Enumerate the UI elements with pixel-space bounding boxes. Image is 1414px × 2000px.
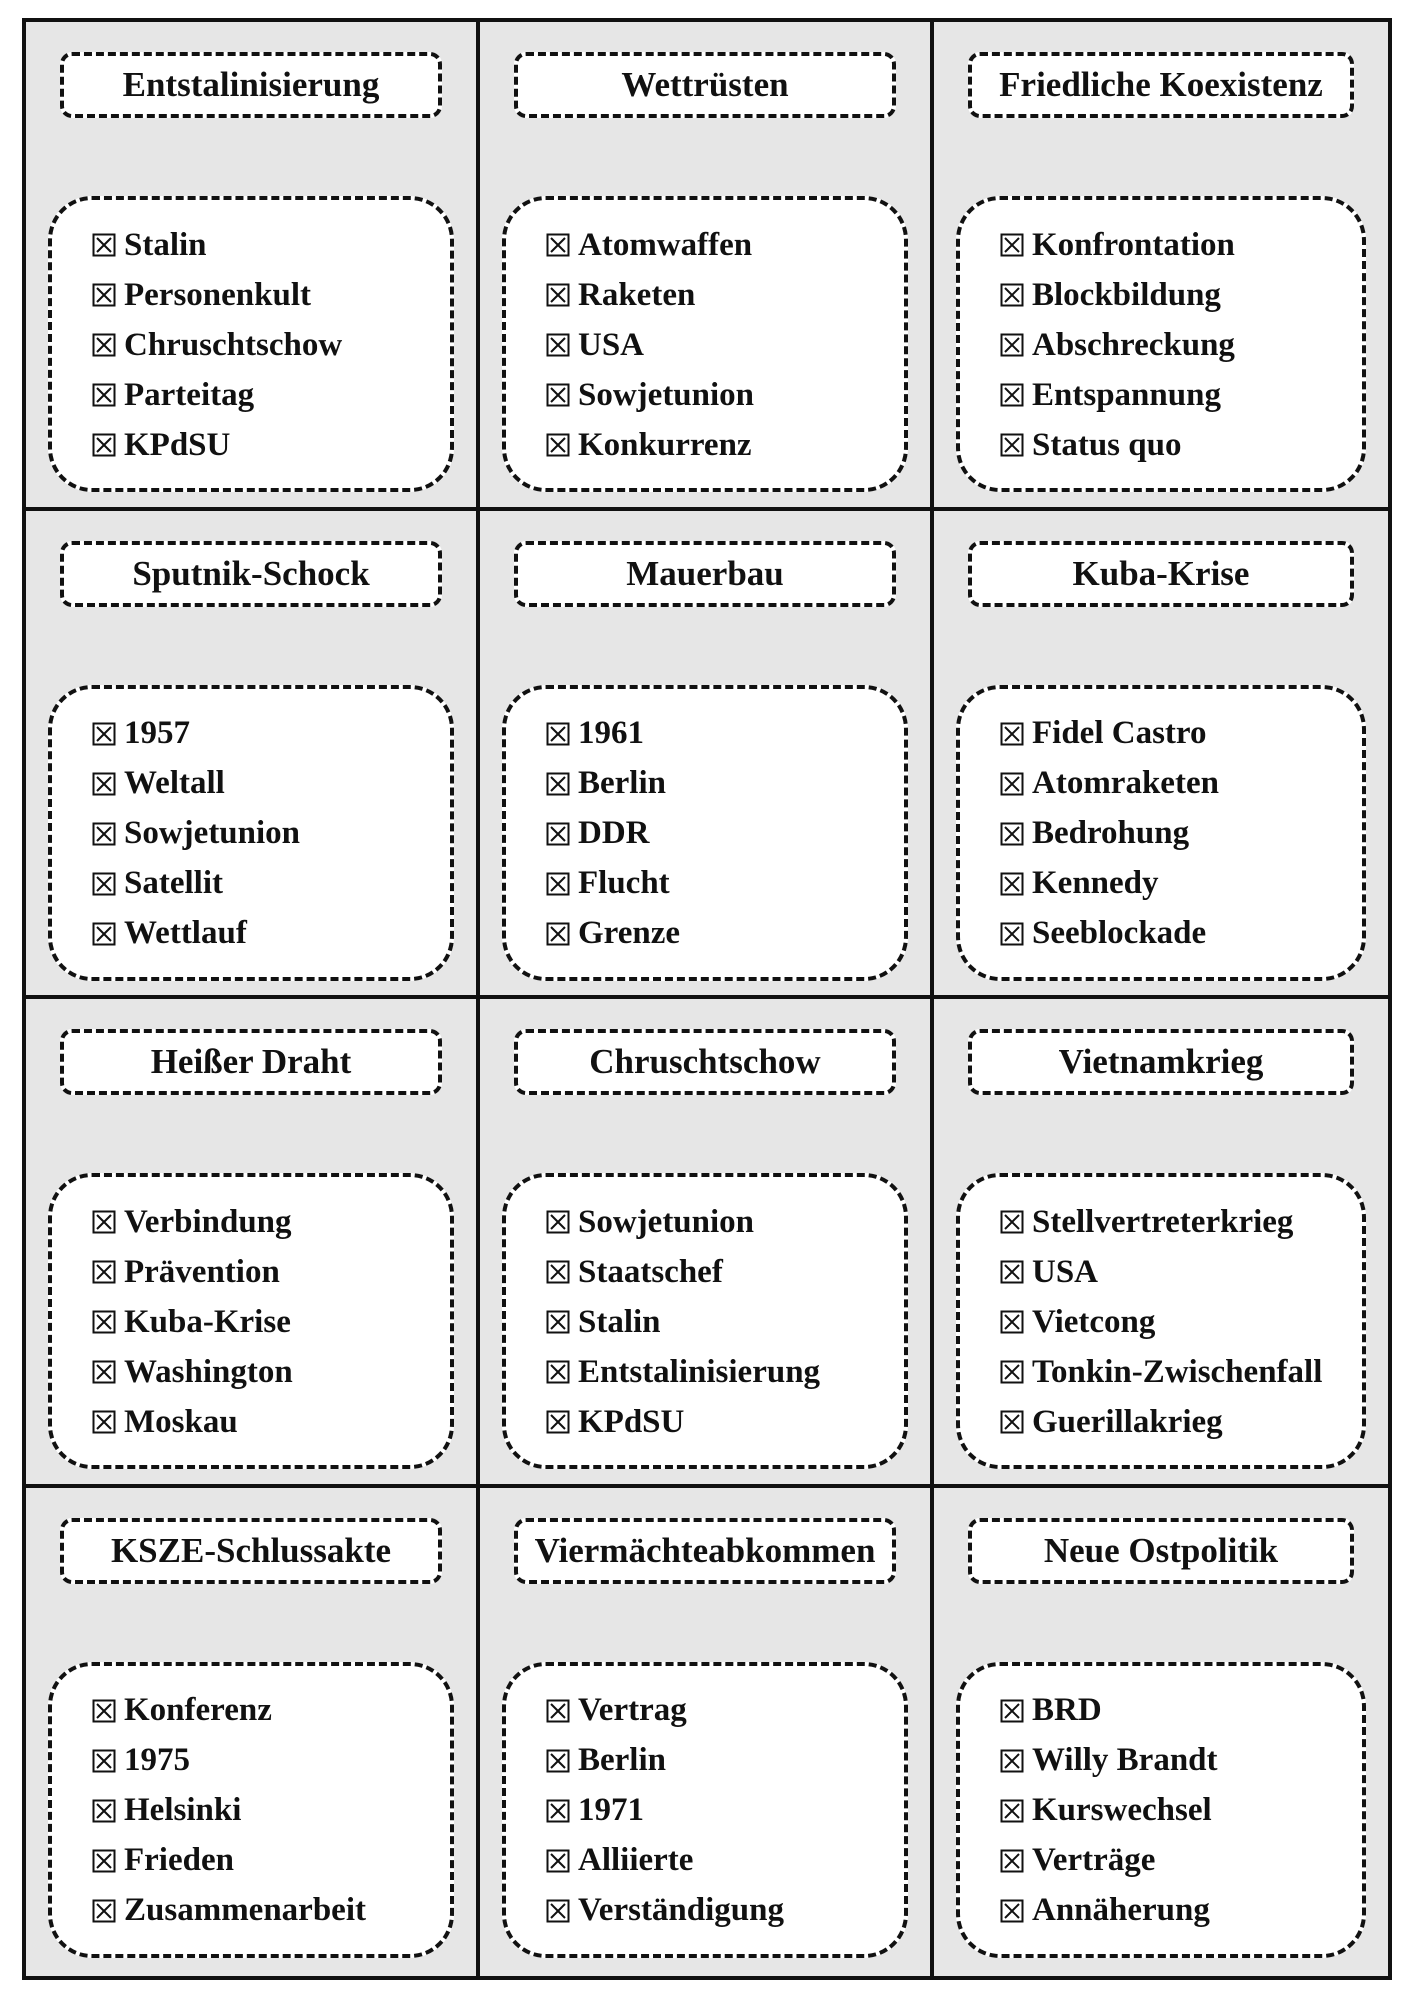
forbidden-term: [546, 370, 904, 420]
crossed-box-icon: [92, 872, 116, 896]
forbidden-term: [92, 220, 450, 270]
crossed-box-icon: [546, 1260, 570, 1284]
forbidden-term: [1000, 1397, 1362, 1447]
term-label: Vertrag: [578, 1692, 687, 1728]
forbidden-term: [92, 759, 450, 809]
forbidden-term: [546, 220, 904, 270]
term-label: Stalin: [578, 1303, 661, 1340]
crossed-box-icon: [546, 1310, 570, 1334]
card-title: KSZE-Schlussakte: [60, 1518, 442, 1584]
term-label: Konkurrenz: [578, 426, 752, 463]
taboo-card: [480, 22, 934, 511]
forbidden-term: [92, 420, 450, 470]
forbidden-terms-list: [502, 685, 908, 981]
forbidden-term: [1000, 1247, 1362, 1297]
term-label: Wettlauf: [124, 915, 247, 951]
crossed-box-icon: [1000, 772, 1024, 796]
taboo-card: [26, 999, 480, 1488]
taboo-card: [26, 22, 480, 511]
crossed-box-icon: [92, 922, 116, 946]
forbidden-term: [546, 420, 904, 470]
forbidden-term: [546, 1686, 904, 1736]
crossed-box-icon: [546, 1210, 570, 1234]
forbidden-term: [92, 859, 450, 909]
forbidden-term: [1000, 1736, 1362, 1786]
crossed-box-icon: [1000, 1360, 1024, 1384]
forbidden-term: [546, 320, 904, 370]
forbidden-term: [546, 1836, 904, 1886]
forbidden-term: [92, 1736, 450, 1786]
crossed-box-icon: [546, 1699, 570, 1723]
forbidden-term: [1000, 1786, 1362, 1836]
crossed-box-icon: [92, 1799, 116, 1823]
forbidden-term: [92, 370, 450, 420]
crossed-box-icon: [546, 922, 570, 946]
crossed-box-icon: [1000, 1749, 1024, 1773]
forbidden-term: [92, 1397, 450, 1447]
forbidden-term: [1000, 1836, 1362, 1886]
forbidden-term: [546, 270, 904, 320]
forbidden-terms-list: [502, 196, 908, 492]
forbidden-term: [1000, 1197, 1362, 1247]
term-label: Raketen: [578, 276, 696, 313]
forbidden-term: [1000, 1297, 1362, 1347]
crossed-box-icon: [546, 333, 570, 357]
forbidden-term: [92, 909, 450, 959]
forbidden-term: [92, 1297, 450, 1347]
forbidden-terms-list: [502, 1662, 908, 1958]
forbidden-term: [1000, 1347, 1362, 1397]
term-label: Parteitag: [124, 376, 255, 413]
forbidden-term: [92, 1247, 450, 1297]
crossed-box-icon: [1000, 283, 1024, 307]
card-title: Kuba-Krise: [968, 541, 1354, 607]
forbidden-term: [92, 1836, 450, 1886]
forbidden-term: [92, 1886, 450, 1936]
term-label: Staatschef: [578, 1253, 723, 1290]
forbidden-term: [546, 1197, 904, 1247]
crossed-box-icon: [92, 283, 116, 307]
crossed-box-icon: [546, 1360, 570, 1384]
term-label: Konferenz: [124, 1692, 272, 1728]
crossed-box-icon: [1000, 1310, 1024, 1334]
term-label: Sowjetunion: [578, 1203, 755, 1240]
forbidden-term: [1000, 909, 1362, 959]
crossed-box-icon: [92, 1210, 116, 1234]
forbidden-term: [546, 1397, 904, 1447]
forbidden-term: [546, 1786, 904, 1836]
forbidden-term: [92, 320, 450, 370]
crossed-box-icon: [92, 1749, 116, 1773]
term-label: Stalin: [124, 226, 207, 263]
card-title: Entstalinisierung: [60, 52, 442, 118]
crossed-box-icon: [1000, 1260, 1024, 1284]
term-label: Verständigung: [578, 1892, 785, 1928]
taboo-card: [480, 511, 934, 1000]
forbidden-term: [1000, 320, 1362, 370]
taboo-card: [934, 999, 1388, 1488]
term-label: Willy Brandt: [1032, 1742, 1218, 1778]
crossed-box-icon: [1000, 822, 1024, 846]
card-title: Wettrüsten: [514, 52, 896, 118]
forbidden-term: [1000, 759, 1362, 809]
crossed-box-icon: [92, 1260, 116, 1284]
term-label: 1961: [578, 715, 644, 751]
term-label: Seeblockade: [1032, 915, 1207, 951]
term-label: 1975: [124, 1742, 190, 1778]
crossed-box-icon: [92, 1410, 116, 1434]
term-label: Weltall: [124, 765, 225, 801]
crossed-box-icon: [546, 772, 570, 796]
forbidden-term: [1000, 809, 1362, 859]
term-label: Personenkult: [124, 276, 312, 313]
term-label: Entstalinisierung: [578, 1353, 821, 1390]
card-title: Viermächteabkommen: [514, 1518, 896, 1584]
forbidden-term: [92, 1686, 450, 1736]
term-label: Verbindung: [124, 1203, 292, 1240]
forbidden-term: [92, 270, 450, 320]
term-label: DDR: [578, 815, 650, 851]
forbidden-term: [1000, 1886, 1362, 1936]
crossed-box-icon: [92, 822, 116, 846]
crossed-box-icon: [92, 772, 116, 796]
forbidden-term: [546, 909, 904, 959]
term-label: Kuba-Krise: [124, 1303, 291, 1340]
forbidden-term: [546, 1247, 904, 1297]
forbidden-term: [1000, 859, 1362, 909]
crossed-box-icon: [1000, 1799, 1024, 1823]
forbidden-term: [1000, 1686, 1362, 1736]
forbidden-term: [546, 859, 904, 909]
forbidden-term: [92, 709, 450, 759]
term-label: Status quo: [1032, 426, 1182, 463]
card-title: Heißer Draht: [60, 1029, 442, 1095]
forbidden-term: [92, 1347, 450, 1397]
term-label: BRD: [1032, 1692, 1102, 1728]
term-label: Vietcong: [1032, 1303, 1156, 1340]
crossed-box-icon: [546, 1749, 570, 1773]
card-title: Neue Ostpolitik: [968, 1518, 1354, 1584]
crossed-box-icon: [92, 1849, 116, 1873]
term-label: Entspannung: [1032, 376, 1221, 413]
taboo-card-sheet: [22, 18, 1392, 1980]
forbidden-term: [1000, 220, 1362, 270]
crossed-box-icon: [546, 722, 570, 746]
term-label: KPdSU: [124, 426, 231, 463]
crossed-box-icon: [92, 1310, 116, 1334]
forbidden-term: [546, 759, 904, 809]
term-label: Zusammenarbeit: [124, 1892, 366, 1928]
crossed-box-icon: [546, 1849, 570, 1873]
term-label: Moskau: [124, 1403, 238, 1440]
forbidden-terms-list: [956, 196, 1366, 492]
forbidden-terms-list: [48, 685, 454, 981]
forbidden-term: [1000, 370, 1362, 420]
forbidden-term: [546, 1297, 904, 1347]
card-title: Friedliche Koexistenz: [968, 52, 1354, 118]
term-label: Fidel Castro: [1032, 715, 1207, 751]
crossed-box-icon: [546, 1410, 570, 1434]
forbidden-term: [92, 1786, 450, 1836]
crossed-box-icon: [92, 333, 116, 357]
crossed-box-icon: [546, 283, 570, 307]
term-label: 1957: [124, 715, 190, 751]
crossed-box-icon: [546, 233, 570, 257]
taboo-card: [26, 1488, 480, 1977]
crossed-box-icon: [92, 433, 116, 457]
forbidden-terms-list: [956, 685, 1366, 981]
crossed-box-icon: [92, 1699, 116, 1723]
forbidden-term: [1000, 709, 1362, 759]
crossed-box-icon: [546, 383, 570, 407]
crossed-box-icon: [546, 433, 570, 457]
forbidden-terms-list: [48, 1662, 454, 1958]
taboo-card: [480, 1488, 934, 1977]
crossed-box-icon: [1000, 433, 1024, 457]
term-label: Tonkin-Zwischenfall: [1032, 1353, 1323, 1390]
term-label: Konfrontation: [1032, 226, 1235, 263]
crossed-box-icon: [1000, 233, 1024, 257]
term-label: Frieden: [124, 1842, 234, 1878]
crossed-box-icon: [546, 822, 570, 846]
term-label: Helsinki: [124, 1792, 242, 1828]
taboo-card: [26, 511, 480, 1000]
forbidden-terms-list: [48, 196, 454, 492]
crossed-box-icon: [1000, 1849, 1024, 1873]
crossed-box-icon: [92, 1360, 116, 1384]
crossed-box-icon: [1000, 1210, 1024, 1234]
crossed-box-icon: [1000, 1410, 1024, 1434]
term-label: USA: [1032, 1253, 1099, 1290]
card-title: Vietnamkrieg: [968, 1029, 1354, 1095]
crossed-box-icon: [1000, 922, 1024, 946]
crossed-box-icon: [546, 872, 570, 896]
card-title: Chruschtschow: [514, 1029, 896, 1095]
term-label: Berlin: [578, 1742, 666, 1778]
term-label: Sowjetunion: [124, 815, 301, 851]
crossed-box-icon: [1000, 1899, 1024, 1923]
term-label: Kennedy: [1032, 865, 1159, 901]
forbidden-terms-list: [48, 1173, 454, 1469]
crossed-box-icon: [546, 1799, 570, 1823]
taboo-card: [934, 22, 1388, 511]
card-title: Sputnik-Schock: [60, 541, 442, 607]
taboo-card: [934, 511, 1388, 1000]
term-label: Prävention: [124, 1253, 280, 1290]
term-label: Kurswechsel: [1032, 1792, 1212, 1828]
forbidden-terms-list: [502, 1173, 908, 1469]
forbidden-term: [546, 809, 904, 859]
term-label: 1971: [578, 1792, 644, 1828]
forbidden-term: [92, 1197, 450, 1247]
crossed-box-icon: [92, 722, 116, 746]
crossed-box-icon: [92, 233, 116, 257]
forbidden-term: [546, 1736, 904, 1786]
term-label: Chruschtschow: [124, 326, 343, 363]
forbidden-term: [1000, 420, 1362, 470]
term-label: Verträge: [1032, 1842, 1156, 1878]
term-label: Blockbildung: [1032, 276, 1221, 313]
forbidden-terms-list: [956, 1662, 1366, 1958]
term-label: Abschreckung: [1032, 326, 1235, 363]
term-label: Stellvertreterkrieg: [1032, 1203, 1294, 1240]
term-label: Washington: [124, 1353, 293, 1390]
crossed-box-icon: [1000, 333, 1024, 357]
term-label: Berlin: [578, 765, 666, 801]
card-title: Mauerbau: [514, 541, 896, 607]
crossed-box-icon: [92, 1899, 116, 1923]
taboo-card: [934, 1488, 1388, 1977]
crossed-box-icon: [1000, 872, 1024, 896]
forbidden-term: [546, 1347, 904, 1397]
crossed-box-icon: [546, 1899, 570, 1923]
crossed-box-icon: [92, 383, 116, 407]
forbidden-terms-list: [956, 1173, 1366, 1469]
crossed-box-icon: [1000, 722, 1024, 746]
forbidden-term: [1000, 270, 1362, 320]
term-label: Sowjetunion: [578, 376, 755, 413]
taboo-card: [480, 999, 934, 1488]
term-label: KPdSU: [578, 1403, 685, 1440]
term-label: Grenze: [578, 915, 681, 951]
term-label: Alliierte: [578, 1842, 694, 1878]
crossed-box-icon: [1000, 383, 1024, 407]
term-label: Guerillakrieg: [1032, 1403, 1223, 1440]
term-label: Satellit: [124, 865, 223, 901]
term-label: Atomwaffen: [578, 226, 753, 263]
term-label: Bedrohung: [1032, 815, 1190, 851]
crossed-box-icon: [1000, 1699, 1024, 1723]
forbidden-term: [546, 1886, 904, 1936]
term-label: Annäherung: [1032, 1892, 1210, 1928]
term-label: Flucht: [578, 865, 670, 901]
term-label: Atomraketen: [1032, 765, 1219, 801]
term-label: USA: [578, 326, 645, 363]
forbidden-term: [546, 709, 904, 759]
forbidden-term: [92, 809, 450, 859]
